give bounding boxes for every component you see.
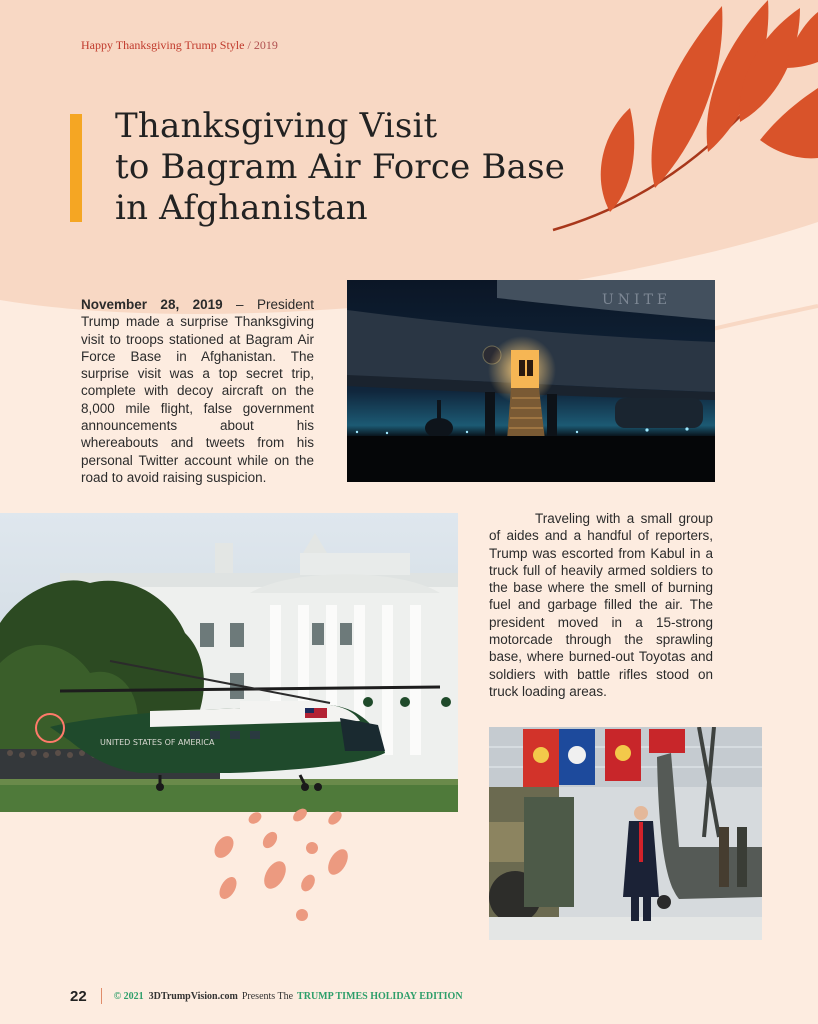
- title-line-3: in Afghanistan: [115, 188, 368, 228]
- series-year: 2019: [253, 38, 278, 52]
- presents-text: Presents The: [241, 990, 294, 1002]
- title-line-1: Thanksgiving Visit: [115, 106, 438, 146]
- article-title: [115, 106, 585, 229]
- page-number: 22: [70, 987, 87, 1005]
- series-name: Happy Thanksgiving Trump Style: [81, 38, 245, 52]
- article-paragraph-1: [81, 296, 314, 486]
- plane-fuselage-text: UNITE: [602, 292, 672, 308]
- copyright: © 2021: [113, 990, 144, 1002]
- series-header: [81, 38, 278, 53]
- article-paragraph-2: Traveling with a small group of aides and a handful of reporters, Trump was escorted from Kabul in a truck full of heavily armed soldiers to the base where the smell of burning fuel and garbage filled the air. The president moved in a 15-strong motorcade through the sprawling base, where burned-out Toyotas and soldiers with battle rifles stood on truck loading areas.: [489, 511, 713, 699]
- paragraph-1-text: – President Trump made a surprise Thanksgiving visit to troops stationed at Bagram Air Force Base in Afghanistan. The surprise visit was a top secret trip, complete with decoy aircraft on the 8,000 mile flight, false government announcements about his whereabouts and tweets from his personal Twitter account while on the road to avoid raising suspicion.: [81, 297, 314, 485]
- helicopter-hull-text: UNITED STATES OF AMERICA: [100, 738, 215, 747]
- header-separator: /: [244, 38, 254, 52]
- edition-name: TRUMP TIMES HOLIDAY EDITION: [297, 990, 463, 1002]
- footer-divider: [101, 988, 102, 1004]
- air-force-one-night-photo: [347, 280, 715, 482]
- title-line-2: to Bagram Air Force Base: [115, 147, 566, 187]
- title-accent-bar: [70, 114, 82, 222]
- trump-hangar-troops-photo: [489, 727, 762, 940]
- site-name: 3DTrumpVision.com: [148, 990, 238, 1002]
- confetti-dots-decoration: [200, 800, 360, 930]
- marine-one-white-house-photo: [0, 513, 458, 812]
- page-footer: [70, 986, 463, 1006]
- article-date: November 28, 2019: [81, 297, 223, 312]
